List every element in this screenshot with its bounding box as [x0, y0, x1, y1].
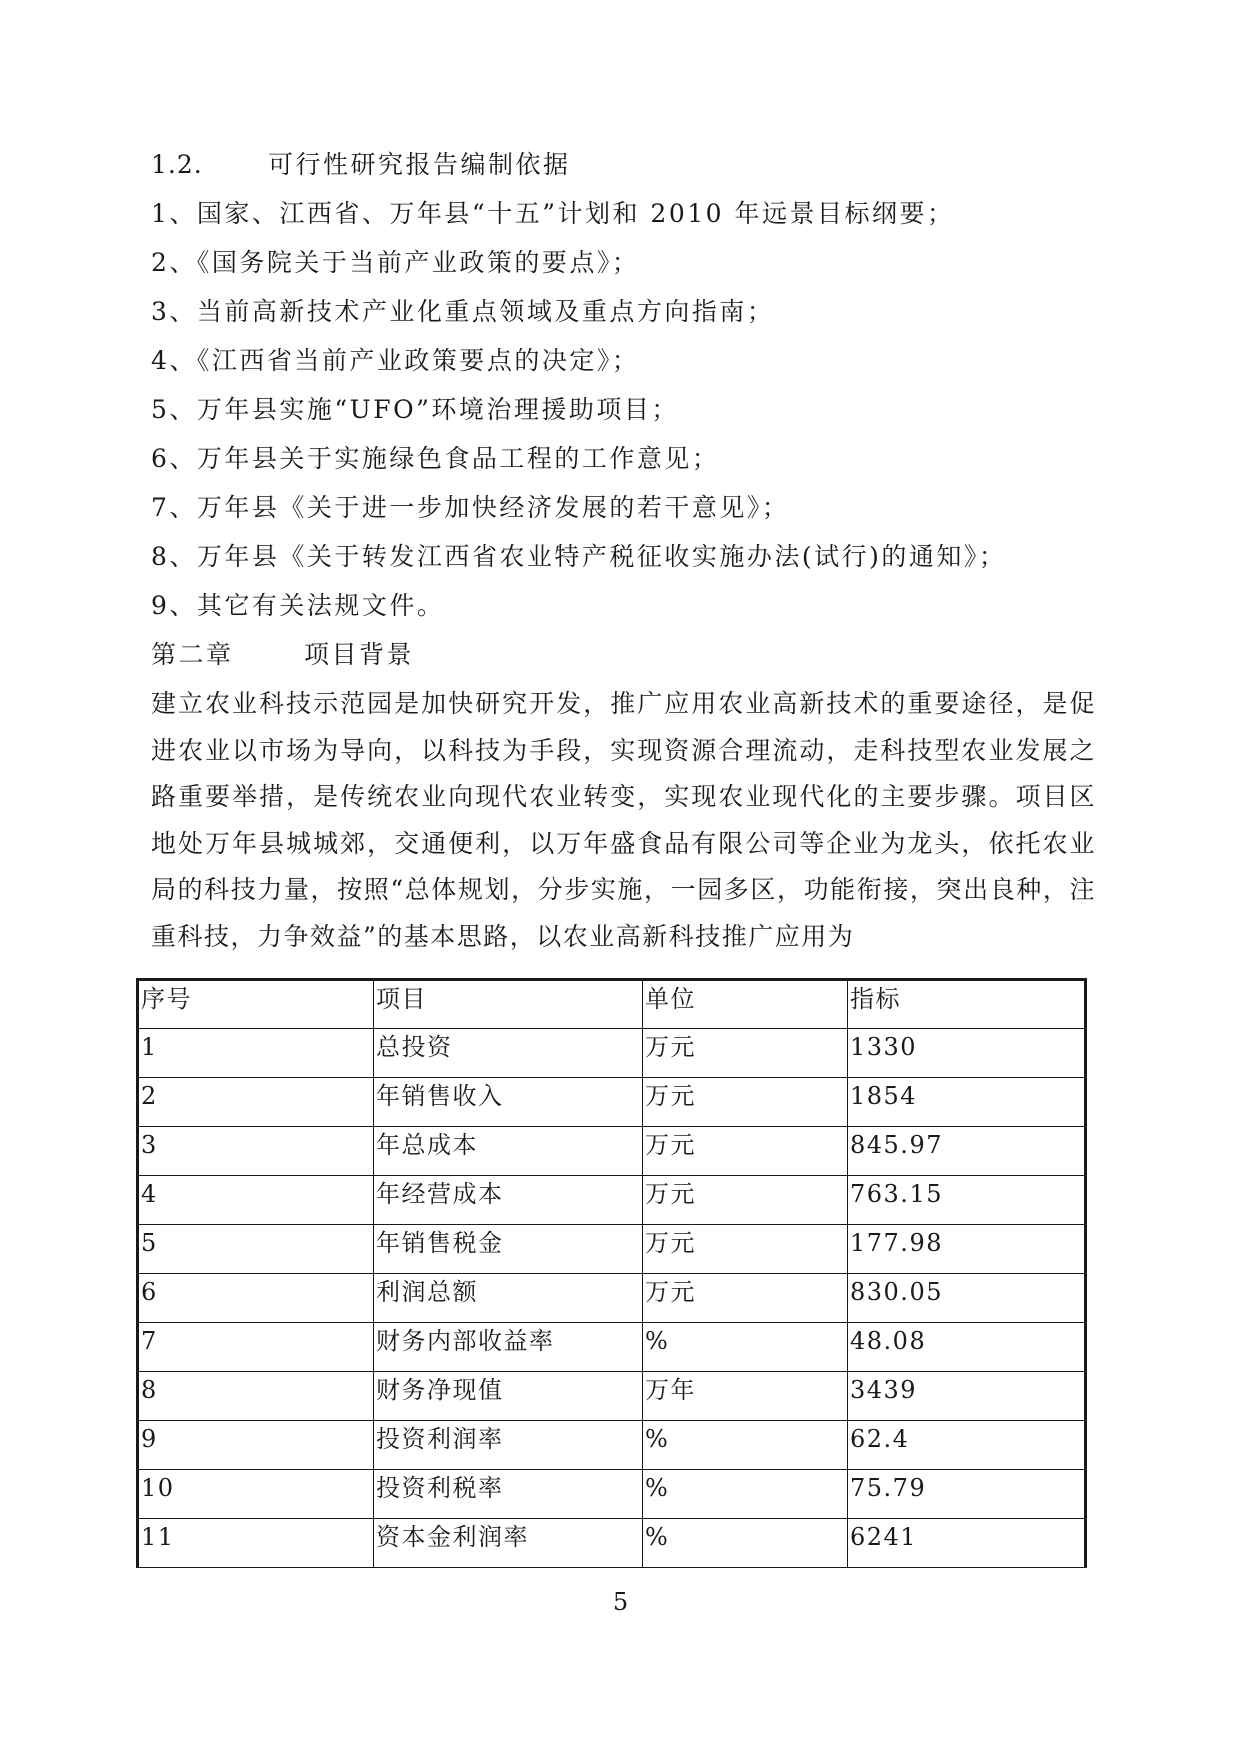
cell-item: 年总成本 [374, 1127, 643, 1176]
cell-no: 9 [138, 1421, 374, 1470]
cell-no: 11 [138, 1519, 374, 1568]
basis-item: 4、《江西省当前产业政策要点的决定》； [151, 346, 640, 375]
table-row [138, 1078, 1086, 1127]
cell-item: 年经营成本 [374, 1176, 643, 1225]
page-number: 5 [612, 1588, 629, 1616]
section-title: 可行性研究报告编制依据 [268, 150, 571, 179]
basis-item: 2、《国务院关于当前产业政策的要点》； [151, 248, 640, 277]
table-row [138, 1323, 1086, 1372]
chapter-number: 第二章 [151, 640, 234, 669]
basis-item: 1、国家、江西省、万年县“十五”计划和 2010 年远景目标纲要； [151, 199, 955, 228]
cell-item: 利润总额 [374, 1274, 643, 1323]
basis-item: 6、万年县关于实施绿色食品工程的工作意见； [151, 444, 720, 473]
cell-no: 7 [138, 1323, 374, 1372]
table-row [138, 1274, 1086, 1323]
table-row [138, 1225, 1086, 1274]
basis-item: 3、当前高新技术产业化重点领域及重点方向指南； [151, 297, 775, 326]
cell-no: 1 [138, 1029, 374, 1078]
table-row [138, 1029, 1086, 1078]
cell-unit: 万年 [643, 1372, 848, 1421]
table-row [138, 1127, 1086, 1176]
cell-item: 年销售收入 [374, 1078, 643, 1127]
cell-unit: % [643, 1470, 848, 1519]
table-row [138, 1421, 1086, 1470]
cell-value: 62.4 [848, 1421, 1086, 1470]
cell-no: 2 [138, 1078, 374, 1127]
basis-item: 7、万年县《关于进一步加快经济发展的若干意见》； [151, 493, 790, 522]
cell-unit: 万元 [643, 1127, 848, 1176]
cell-value: 3439 [848, 1372, 1086, 1421]
cell-value: 177.98 [848, 1225, 1086, 1274]
cell-unit: % [643, 1323, 848, 1372]
table-row [138, 1519, 1086, 1568]
background-paragraph: 建立农业科技示范园是加快研究开发，推广应用农业高新技术的重要途径，是促进农业以市场为导向，以科技为手段，实现资源合理流动，走科技型农业发展之路重要举措，是传统农业向现代农业转变，实现农业现代化的主要步骤。项目区地处万年县城城郊，交通便利，以万年盛食品有限公司等企业为龙头，依托农业局的科技力量，按照“总体规划，分步实施，一园多区，功能衔接，突出良种，注重科技，力争效益”的基本思路，以农业高新科技推广应用为 [151, 689, 1096, 951]
cell-no: 10 [138, 1470, 374, 1519]
cell-value: 48.08 [848, 1323, 1086, 1372]
table-header-row [138, 980, 1086, 1029]
section-number: 1.2. [151, 150, 203, 179]
header-item: 项目 [374, 980, 643, 1029]
cell-item: 财务净现值 [374, 1372, 643, 1421]
table-row [138, 1470, 1086, 1519]
chapter-heading [151, 640, 414, 670]
cell-value: 6241 [848, 1519, 1086, 1568]
basis-item: 8、万年县《关于转发江西省农业特产税征收实施办法(试行)的通知》； [151, 542, 1007, 571]
cell-unit: % [643, 1519, 848, 1568]
cell-unit: 万元 [643, 1274, 848, 1323]
key-indicators-table [136, 978, 1087, 1568]
cell-unit: 万元 [643, 1225, 848, 1274]
cell-no: 4 [138, 1176, 374, 1225]
chapter-title: 项目背景 [304, 640, 415, 669]
cell-unit: 万元 [643, 1078, 848, 1127]
cell-value: 75.79 [848, 1470, 1086, 1519]
cell-item: 投资利税率 [374, 1470, 643, 1519]
cell-value: 830.05 [848, 1274, 1086, 1323]
cell-item: 资本金利润率 [374, 1519, 643, 1568]
cell-item: 财务内部收益率 [374, 1323, 643, 1372]
cell-no: 8 [138, 1372, 374, 1421]
cell-unit: 万元 [643, 1176, 848, 1225]
section-heading [151, 150, 571, 180]
cell-no: 5 [138, 1225, 374, 1274]
table-row [138, 1372, 1086, 1421]
basis-item: 5、万年县实施“UFO”环境治理援助项目； [151, 395, 679, 424]
cell-value: 1330 [848, 1029, 1086, 1078]
cell-value: 763.15 [848, 1176, 1086, 1225]
basis-item: 9、其它有关法规文件。 [151, 591, 445, 620]
cell-no: 3 [138, 1127, 374, 1176]
cell-value: 1854 [848, 1078, 1086, 1127]
cell-item: 投资利润率 [374, 1421, 643, 1470]
cell-unit: 万元 [643, 1029, 848, 1078]
cell-unit: % [643, 1421, 848, 1470]
header-unit: 单位 [643, 980, 848, 1029]
header-no: 序号 [138, 980, 374, 1029]
header-value: 指标 [848, 980, 1086, 1029]
table-row [138, 1176, 1086, 1225]
cell-item: 总投资 [374, 1029, 643, 1078]
cell-value: 845.97 [848, 1127, 1086, 1176]
cell-item: 年销售税金 [374, 1225, 643, 1274]
cell-no: 6 [138, 1274, 374, 1323]
